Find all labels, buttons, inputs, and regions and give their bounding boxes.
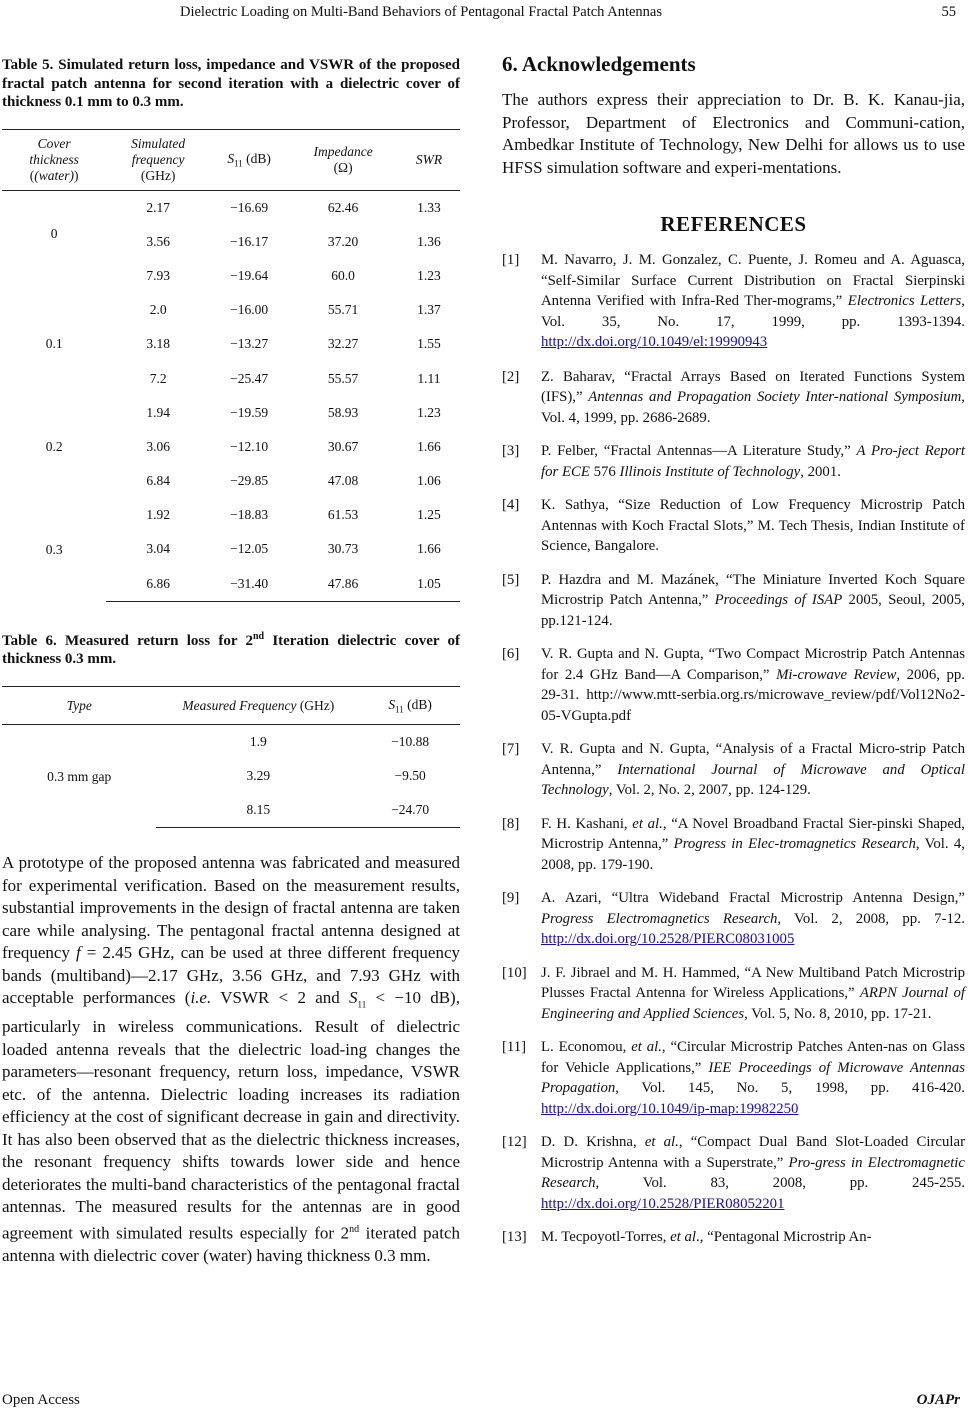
reference-item [502,250,965,353]
text-run: VSWR < 2 and [211,988,350,1008]
text-run: V. R. Gupta and N. Gupta, “Analysis of a Fractal Micro-strip Patch Antenna,” [541,741,965,778]
cell: 2.17 [146,199,170,215]
cell: −10.88 [391,734,430,750]
cell-thickness: 0 [50,225,58,241]
text-run: P. Felber, “Fractal Antennas—A Literature Study,” [541,443,857,459]
header-line: (GHz) [140,167,176,183]
reference-number: [2] [502,368,520,385]
reference-item [502,1037,965,1119]
reference-text [541,644,965,726]
table-row [2,725,460,760]
text-run: , “Compact Dual Band Slot-Loaded Circular Microstrip Antenna with a Superstrate,” [541,1134,966,1171]
text-run: , Vol. 35, No. 17, 1999, pp. 1393-1394. [541,293,965,330]
reference-text [541,963,965,1025]
text-run: M. Navarro, J. M. Gonzalez, C. Puente, J. Romeu and A. Aguasca, “Self-Similar Surface Current Distribution on Fractal Sierpinski Antenna Verified with Infra-Red Ther-mograms,” [541,252,965,309]
text-run: S [349,988,358,1008]
reference-number: [8] [502,815,520,832]
text-run: et al. [644,1134,679,1150]
text-run: , Vol. 4, 1999, pp. 2686-2689. [541,389,965,426]
reference-number: [5] [502,571,520,588]
reference-item [502,441,965,482]
header-line: frequency [131,151,185,167]
col-simulated-frequency [106,129,210,190]
reference-item [502,570,965,632]
text-run: et al [670,1229,697,1245]
text-run: 2005, Seoul, 2005, pp.121-124. [541,592,965,629]
cell-thickness: 0.2 [45,438,63,454]
cell: 60.0 [331,267,355,283]
table-row [2,293,460,327]
cell: 58.93 [327,404,359,420]
right-column [502,50,965,1248]
reference-text [541,1132,965,1214]
header-line: (water) [34,167,74,183]
text-run: M. Tecpoyotl-Torres, [541,1229,671,1245]
cell: 55.57 [327,370,359,386]
reference-text [541,888,965,950]
text-run: F. H. Kashani, [541,815,633,832]
table6-body [2,725,460,828]
cell: 32.27 [327,336,359,352]
cell-type: 0.3 mm gap [47,768,112,784]
col-type [2,686,156,725]
cell: −12.10 [230,438,269,454]
text-run: J. F. Jibrael and M. H. Hammed, “A New Multiband Patch Microstrip Plusses Fractal Antenna for Wireless Applications,” [541,964,965,1001]
reference-item [502,495,965,557]
doi-link[interactable]: http://dx.doi.org/10.1049/ip-map:19982250 [541,1100,799,1117]
cell: 6.84 [146,473,170,489]
left-column [2,50,460,1267]
cell: 3.04 [146,541,170,557]
conclusion-paragraph [2,852,460,1267]
text-run: et al. [631,1039,662,1055]
cell: −16.69 [230,199,269,215]
text-run: Z. Baharav, “Fractal Arrays Based on Iterated Functions System (IFS),” [541,368,965,405]
text-run: K. Sathya, “Size Reduction of Low Frequency Microstrip Patch Antennas with Koch Fractal Slots,” M. Tech Thesis, Indian Institute of Science, Bangalore. [541,497,965,554]
cell: 3.56 [146,233,170,249]
text-run: f [76,943,81,963]
text-run: V. R. Gupta and N. Gupta, “Two Compact Microstrip Patch Antennas for 2.4 GHz Band—A Comparison,” [541,646,965,683]
cell-thickness: 0.1 [45,336,63,352]
caption-sup: nd [252,630,265,642]
cell: 1.06 [417,473,441,489]
table6-caption [2,628,460,669]
header-swr-label: SWR [415,151,443,167]
cell: 30.73 [327,541,359,557]
reference-text [541,367,965,429]
cell: 1.36 [417,233,441,249]
text-run: , Vol. 83, 2008, pp. 245-255. [595,1175,965,1191]
header-line: Cover [37,135,71,151]
reference-text [541,495,965,557]
cell: 3.18 [146,336,170,352]
text-run: P. Hazdra and M. Mazánek, “The Miniature Inverted Koch Square Microstrip Patch Antenna,” [541,571,965,608]
col-s11 [360,686,460,725]
caption-text: Table 6. Measured return loss for 2 [2,632,253,649]
table5-body [2,190,460,601]
reference-number: [13] [502,1229,527,1245]
doi-link[interactable]: http://dx.doi.org/10.2528/PIERC08031005 [541,931,795,947]
cell: 47.86 [288,567,398,602]
reference-number: [3] [502,443,520,459]
cell: 1.9 [249,734,267,750]
text-run: , Vol. 145, No. 5, 1998, pp. 416-420. [615,1080,965,1096]
table-row [2,396,460,430]
text-run: , Vol. 5, No. 8, 2010, pp. 17-21. [744,1005,932,1022]
doi-link[interactable]: http://dx.doi.org/10.1049/el:19990943 [541,334,768,350]
reference-text [541,1227,965,1248]
cell: 1.33 [417,199,441,215]
text-run: , Vol. 4, 2008, pp. 179-190. [541,836,965,873]
acknowledgements-text: The authors express their appreciation to Dr. B. K. Kanau-jia, Professor, Department of Electronics and Communi-cation, Ambedkar Institute of Technology, New Delhi for allows us to use HFSS simulation software and experi-mentations. [502,90,965,177]
cell: 1.23 [417,267,441,283]
cell: 37.20 [327,233,359,249]
cell: −16.00 [230,302,269,318]
cell: 1.66 [417,541,441,557]
cell: −13.27 [230,336,269,352]
text-run: Progress in Elec-tromagnetics Research [673,836,916,852]
text-run: nd [349,1223,360,1235]
text-run: = 2.45 GHz, can be used at three different frequency bands (multiband)—2.17 GHz, 3.56 GHz, and 7.93 GHz with acceptable performances ( [2,943,460,1008]
table-row [2,498,460,532]
table5-header-row [2,129,460,190]
reference-item [502,644,965,726]
text-run: IEE Proceedings of Microwave Antennas Propagation [541,1059,965,1096]
col-impedance [288,129,398,190]
cell: 61.53 [327,507,359,523]
page-number: 55 [941,4,956,20]
cell: 1.66 [417,438,441,454]
table-row [2,190,460,225]
running-head [0,4,968,28]
running-title: Dielectric Loading on Multi-Band Behaviors of Pentagonal Fractal Patch Antennas [180,4,663,20]
cell: −16.17 [230,233,269,249]
cell: 1.25 [417,507,441,523]
reference-text [541,814,965,876]
text-run: International Journal of Microwave and Optical Technology [541,761,966,798]
cell: 3.06 [146,438,170,454]
col-cover-thickness: Cover thickness ((water)) [29,135,79,183]
header-line: Simulated [131,135,186,151]
references-heading: REFERENCES [660,212,807,236]
caption-text: Iteration dielectric cover of thickness 0.3 mm. [2,632,460,668]
reference-number: [10] [502,964,527,981]
text-run: , “Circular Microstrip Patches Anten-nas on Glass for Vehicle Applications,” [541,1039,965,1076]
reference-number: [11] [502,1039,527,1055]
reference-text [541,1037,965,1119]
cell: 6.86 [106,567,210,602]
reference-list [502,250,965,1248]
table6-header-row [2,686,460,725]
text-run: , Vol. 2, 2008, pp. 7-12. [777,910,965,927]
reference-text [541,570,965,632]
reference-item [502,367,965,429]
text-run: , 2001. [800,463,841,480]
text-run: Mi-crowave Review [776,666,897,683]
cell: −24.70 [360,793,460,828]
text-run: L. Economou, [541,1039,632,1055]
cell: −18.83 [230,507,269,523]
text-run: D. D. Krishna, [541,1134,645,1150]
table6 [2,686,460,829]
cell: 2.0 [149,302,167,318]
cell: 3.29 [246,768,271,784]
table5-caption: Table 5. Simulated return loss, impedance and VSWR of the proposed fractal patch antenna for second iteration with a dielectric cover of thickness 0.1 mm to 0.3 mm. [2,57,460,110]
cell: −29.85 [230,473,269,489]
cell: 55.71 [327,302,359,318]
cell: 1.23 [417,404,441,420]
reference-item [502,963,965,1025]
cell: 8.15 [156,793,360,828]
header-freq-label: Measured Frequency [182,697,297,713]
text-run: Progress Electromagnetics Research [541,910,778,927]
header-freq-unit: (GHz) [296,697,335,713]
acknowledgements-heading: 6. Acknowledgements [502,52,696,76]
reference-item [502,814,965,876]
text-run: Pro-gress in Electromagnetic Research [541,1154,965,1191]
cell: −9.50 [394,768,426,784]
cell: 1.11 [417,370,441,386]
text-run: , “A Novel Broadband Fractal Sier-pinski Shaped, Microstrip Antenna,” [541,815,965,852]
header-type-label: Type [66,697,92,713]
cell: 1.92 [146,507,170,523]
cell: 7.93 [146,267,170,283]
footer-open-access: Open Access [2,1392,80,1408]
text-run: ., “Pentagonal Microstrip An- [696,1229,872,1245]
reference-item [502,739,965,801]
text-run: ARPN Journal of Engineering and Applied Sciences [541,985,965,1022]
cell: 30.67 [327,438,359,454]
cell: −19.64 [230,267,269,283]
col-swr [398,129,460,190]
text-run: iterated patch antenna with dielectric cover (water) having thickness 0.3 mm. [2,1223,460,1265]
reference-item [502,1132,965,1214]
footer-journal: OJAPr [916,1392,960,1408]
reference-number: [6] [502,646,520,662]
cell: 47.08 [327,473,359,489]
reference-number: [7] [502,741,520,757]
reference-number: [4] [502,497,520,513]
reference-text [541,739,965,801]
table5 [2,129,460,602]
cell: 1.05 [398,567,460,602]
cell: −25.47 [230,370,269,386]
text-run: A. Azari, “Ultra Wideband Fractal Microstrip Antenna Design,” [541,890,965,906]
text-run: 576 [589,463,620,480]
cell-thickness: 0.3 [45,541,63,557]
text-run: et al. [632,815,663,832]
cell: −19.59 [230,404,269,420]
reference-item [502,1227,965,1248]
header-line: thickness [29,151,79,167]
doi-link[interactable]: http://dx.doi.org/10.2528/PIER08052201 [541,1195,785,1212]
cell: −31.40 [210,567,288,602]
col-measured-frequency [156,686,360,725]
text-run: < −10 dB), particularly in wireless communications. Result of dielectric loaded antenna reveals that the dielectric load-ing changes the parameters—resonant frequency, return loss, impedance, VSWR etc. of the antenna. Dielectric loading increases its radiation efficiency at the cost of significant decrease in gain and directivity. It has also been observed that as the dielectric thickness increases, the resonant frequency shifts towards lower side and hence deteriorates the multi-band characteristics of the pentagonal fractal antennas. The measured results for the antennas are in good agreement with simulated results especially for 2 [2,988,460,1243]
text-run: A Pro-ject Report for ECE [541,443,965,480]
text-run: , Vol. 2, No. 2, 2007, pp. 124-129. [608,782,811,798]
reference-text [541,250,965,353]
header-line: Impedance [313,143,373,159]
header-line: (Ω) [333,159,353,175]
cell: −12.05 [230,541,269,557]
cell: 1.37 [417,302,441,318]
text-run: Electronics Letters [847,293,962,309]
cell: 7.2 [149,370,167,386]
reference-number: [1] [502,252,520,268]
header-s11-label: $S_{11}$ (dB) [227,150,271,169]
text-run: i.e. [190,988,212,1008]
col-s11 [210,129,288,190]
header-s11-label: $S_{11}$ (dB) [388,696,432,715]
text-run: Illinois Institute of Technology [619,463,801,480]
text-run: Proceedings of ISAP [714,592,843,608]
cell: 1.94 [146,404,170,420]
reference-number: [9] [502,890,520,906]
reference-text [541,441,965,482]
text-run: A prototype of the proposed antenna was fabricated and measured for experimental verification. Based on the measurement results, substantial improvements in the design of fractal antenna are taken care while analysing. The pentagonal fractal antenna designed at frequency [2,853,460,963]
cell: 62.46 [327,199,359,215]
text-run: Antennas and Propagation Society Inter-national Symposium [588,389,962,405]
reference-item [502,888,965,950]
cell: 1.55 [417,336,441,352]
text-run: 11 [357,999,367,1010]
text-run: , 2006, pp. 29-31. http://www.mtt-serbia.org.rs/microwave_review/pdf/Vol12No2-05-VGupta.pdf [541,666,965,724]
reference-number: [12] [502,1134,527,1150]
